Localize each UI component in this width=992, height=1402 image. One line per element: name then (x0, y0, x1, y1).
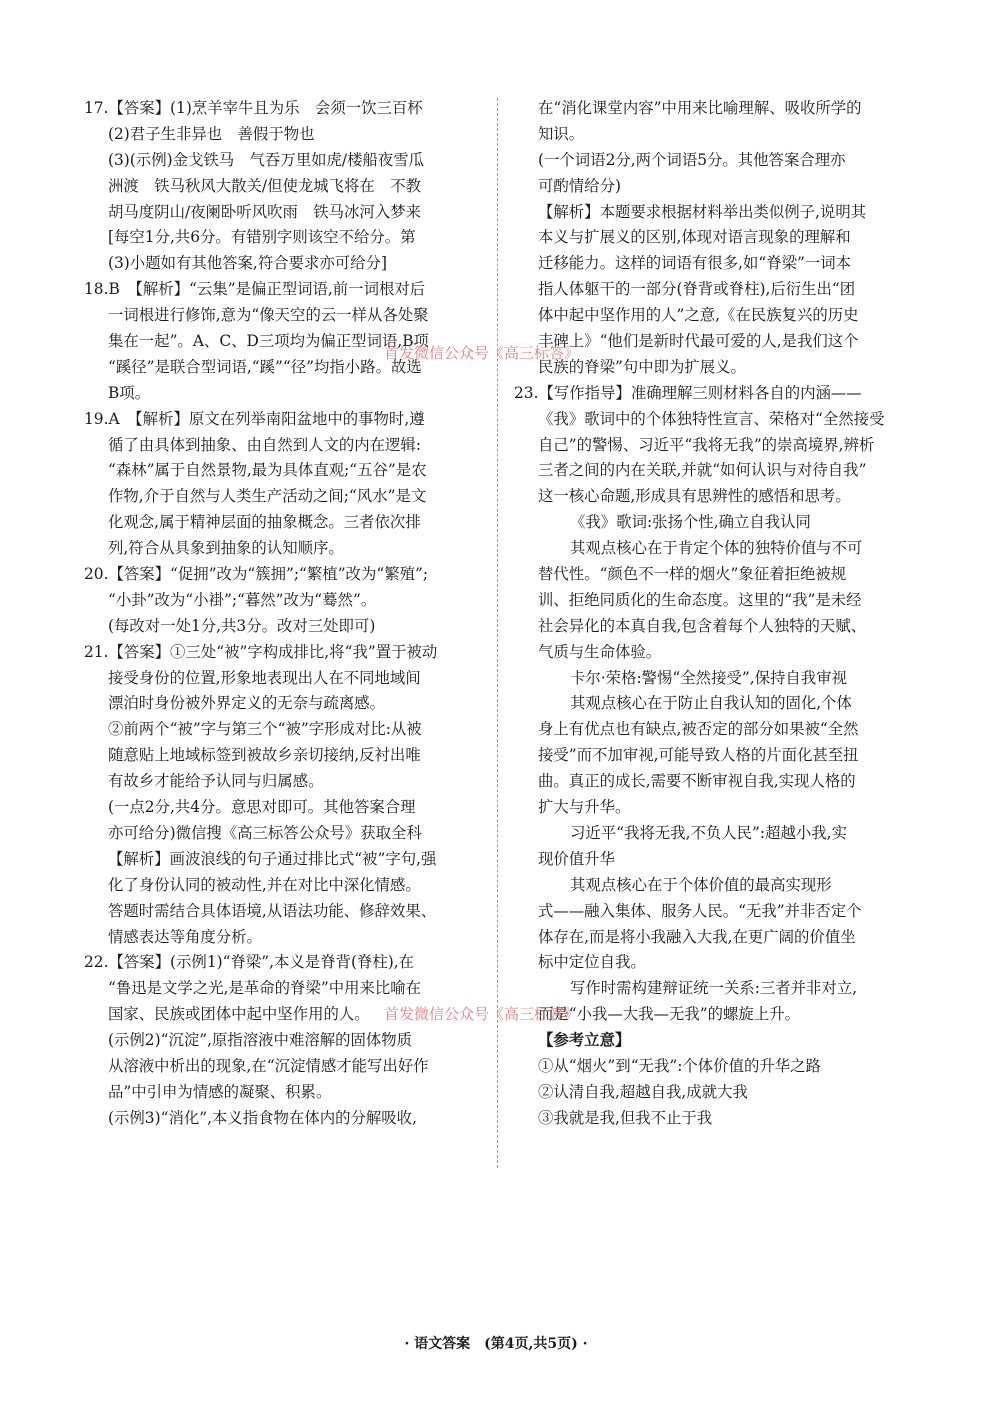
text-line: 18.B 【解析】“云集”是偏正型词语,前一词根对后 (84, 280, 426, 299)
text-line: “森林”属于自然景物,最为具体直观;“五谷”是农 (108, 461, 427, 480)
text-line: 22.【答案】(示例1)“脊梁”,本义是脊背(脊柱),在 (84, 953, 415, 972)
text-line: (一点2分,共4分。意思对即可。其他答案合理 (108, 798, 416, 817)
text-line: 扩大与升华。 (538, 798, 631, 817)
text-line: 其观点核心在于肯定个体的独特价值与不可 (570, 539, 863, 558)
text-line: (示例2)“沉淀”,原指溶液中难溶解的固体物质 (108, 1031, 413, 1050)
text-line: 20.【答案】“促拥”改为“簇拥”;“繁植”改为“繁殖”; (84, 565, 429, 584)
text-line: ①从“烟火”到“无我”:个体价值的升华之路 (538, 1056, 821, 1075)
text-line: “小卦”改为“小褂”;“暮然”改为“蓦然”。 (108, 590, 377, 609)
text-line: 其观点核心在于个体价值的最高实现形 (570, 875, 832, 894)
right-column (514, 96, 910, 1132)
text-line: 《我》歌词中的个体独特性宣言、荣格对“全然接受 (538, 409, 885, 428)
text-line: ③我就是我,但我不止于我 (538, 1108, 713, 1127)
text-line: 化了身份认同的被动性,并在对比中深化情感。 (108, 875, 421, 894)
text-line: 从溶液中析出的现象,在“沉淀情感才能写出好作 (108, 1056, 429, 1075)
text-line: 式——融入集体、服务人民。“无我”并非否定个 (538, 901, 862, 920)
text-line: 训、拒绝同质化的生命态度。这里的“我”是未经 (538, 590, 862, 609)
text-line: 指人体躯干的一部分(脊背或脊柱),后衍生出“团 (538, 280, 856, 299)
text-line: 这一核心命题,形成具有思辨性的感悟和思考。 (538, 487, 851, 506)
text-line: (2)君子生非异也 善假于物也 (108, 124, 315, 143)
text-line: (每改对一处1分,共3分。改对三处即可) (108, 616, 376, 635)
text-line: 可酌情给分) (538, 176, 621, 195)
text-line: 其观点核心在于防止自我认知的固化,个体 (570, 694, 852, 713)
watermark-upper: 首发微信公众号《高三标答》 (384, 344, 580, 362)
text-line: 一词根进行修饰,意为“像天空的云一样从各处聚 (108, 306, 429, 325)
text-line: 卡尔·荣格:警惕“全然接受”,保持自我审视 (570, 668, 847, 687)
text-line: 身上有优点也有缺点,被否定的部分如果被“全然 (538, 720, 859, 739)
text-line: “蹊径”是联合型词语,“蹊”“径”均指小路。故选 (108, 357, 422, 376)
text-line: 17.【答案】(1)烹羊宰牛且为乐 会须一饮三百杯 (84, 99, 423, 117)
text-line: 有故乡才能给予认同与归属感。 (108, 772, 324, 791)
text-line: 21.【答案】①三处“被”字构成排比,将“我”置于被动 (84, 642, 438, 661)
text-line: 漂泊时身份被外界定义的无奈与疏离感。 (108, 694, 386, 713)
text-line: 洲渡 铁马秋风大散关/但使龙城飞将在 不教 (108, 176, 421, 195)
text-line: 集在一起”。A、C、D三项均为偏正型词语,B项 (108, 332, 429, 351)
text-line: 体存在,而是将小我融入大我,在更广阔的价值坐 (538, 927, 856, 946)
text-line: 【解析】本题要求根据材料举出类似例子,说明其 (538, 202, 867, 221)
text-line: 现价值升华 (538, 849, 615, 868)
text-line: “鲁迅是文学之光,是革命的脊梁”中用来比喻在 (108, 979, 422, 998)
text-line: (3)(示例)金戈铁马 气吞万里如虎/楼船夜雪瓜 (108, 150, 425, 169)
text-line: 答题时需结合具体语境,从语法功能、修辞效果、 (108, 901, 437, 920)
text-line: 【解析】画波浪线的句子通过排比式“被”字句,强 (108, 849, 437, 868)
text-line: 知识。 (538, 124, 585, 143)
text-line: 丰碑上》“他们是新时代最可爱的人,是我们这个 (538, 332, 859, 351)
section-heading: 【参考立意】 (538, 1031, 631, 1050)
text-line: 情感表达等角度分析。 (108, 927, 262, 946)
watermark-lower: 首发微信公众号《高三标答》 (384, 1005, 580, 1023)
text-line: 气质与生命体验。 (538, 642, 662, 661)
text-line: 循了由具体到抽象、由自然到人文的内在逻辑: (108, 435, 421, 454)
page-footer: · 语文答案 (第4页,共5页) · (404, 1336, 588, 1352)
text-line: 胡马度阴山/夜阑卧听风吹雨 铁马冰河入梦来 (108, 202, 421, 221)
text-line: 随意贴上地域标签到被故乡亲切接纳,反衬出唯 (108, 746, 421, 765)
left-column (84, 96, 480, 1132)
text-line: 19.A 【解析】原文在列举南阳盆地中的事物时,遵 (84, 409, 425, 428)
text-line: [每空1分,共6分。有错别字则该空不给分。第 (108, 228, 416, 247)
text-line: ②前两个“被”字与第三个“被”字形成对比:从被 (108, 720, 422, 739)
text-line: 品”中引申为情感的凝聚、积累。 (108, 1082, 332, 1101)
text-line: 23.【写作指导】准确理解三则材料各自的内涵—— (514, 383, 862, 402)
text-line: (示例3)“消化”,本义指食物在体内的分解吸收, (108, 1108, 417, 1127)
text-line: 曲。真正的成长,需要不断审视自我,实现人格的 (538, 772, 856, 791)
text-line: 三者之间的内在关联,并就“如何认识与对待自我” (538, 461, 867, 480)
text-line: 自己”的警惕、习近平“我将无我”的崇高境界,辨析 (538, 435, 875, 454)
text-line: 亦可给分)微信搜《高三标答公众号》获取全科 (108, 823, 422, 842)
text-line: 习近平“我将无我,不负人民”:超越小我,实 (570, 823, 847, 842)
text-line: 写作时需构建辩证统一关系:三者并非对立, (570, 979, 858, 998)
text-line: 而是“小我—大我—无我”的螺旋上升。 (538, 1005, 800, 1024)
text-line: 国家、民族或团体中起中坚作用的人。 (108, 1005, 370, 1024)
text-line: 迁移能力。这样的词语有很多,如“脊梁”一词本 (538, 254, 852, 273)
text-line: 体中起中坚作用的人”之意,《在民族复兴的历史 (538, 306, 859, 325)
text-line: 民族的脊梁”句中即为扩展义。 (538, 357, 746, 376)
text-line: 接受”而不加审视,可能导致人格的片面化甚至扭 (538, 746, 859, 765)
text-line: ②认清自我,超越自我,成就大我 (538, 1082, 748, 1101)
text-line: 接受身份的位置,形象地表现出人在不同地域间 (108, 668, 421, 687)
text-line: (3)小题如有其他答案,符合要求亦可给分] (108, 254, 387, 273)
text-line: (一个词语2分,两个词语5分。其他答案合理亦 (538, 150, 846, 169)
text-line: 作物,介于自然与人类生产活动之间;“风水”是文 (108, 487, 427, 506)
text-line: 化观念,属于精神层面的抽象概念。三者依次排 (108, 513, 421, 532)
text-line: 在“消化课堂内容”中用来比喻理解、吸收所学的 (538, 99, 862, 117)
text-line: 本义与扩展义的区别,体现对语言现象的理解和 (538, 228, 851, 247)
text-line: 标中定位自我。 (538, 953, 646, 972)
text-line: 列,符合从具象到抽象的认知顺序。 (108, 539, 344, 558)
text-line: B项。 (108, 383, 151, 402)
text-line: 替代性。“颜色不一样的烟火”象征着拒绝被规 (538, 565, 847, 584)
text-line: 社会异化的本真自我,包含着每个人独特的天赋、 (538, 616, 867, 635)
text-line: 《我》歌词:张扬个性,确立自我认同 (570, 513, 811, 532)
